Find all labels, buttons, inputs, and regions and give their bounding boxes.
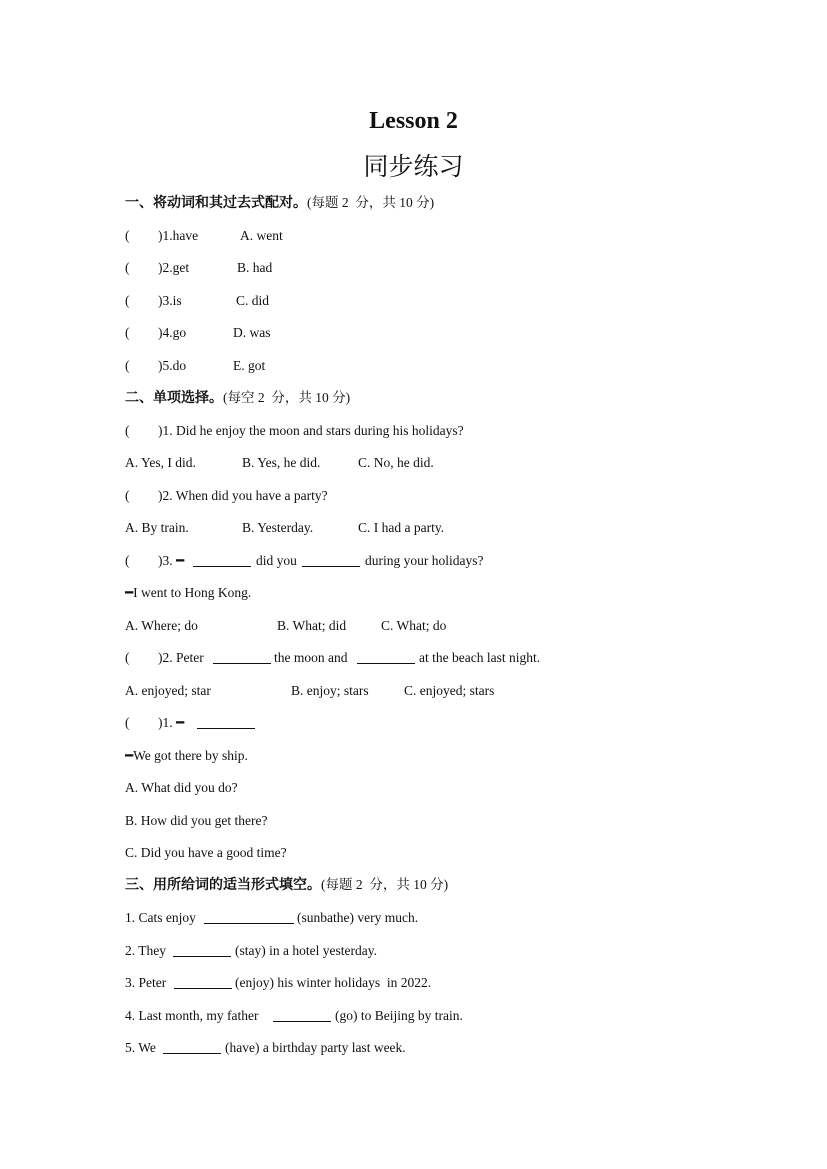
answer-blank <box>173 942 231 957</box>
answer-blank <box>273 1007 331 1022</box>
section1-heading: 一、将动词和其过去式配对。(每题 2 分，共 10 分) <box>125 195 435 211</box>
question-5-option-b: B. How did you get there? <box>125 813 268 828</box>
answer-blank <box>204 909 294 924</box>
question-3-answer: ━I went to Hong Kong. <box>125 585 252 600</box>
question-5-answer: ━We got there by ship. <box>125 748 248 763</box>
worksheet-page: Lesson 2 同步练习 一、将动词和其过去式配对。(每题 2 分，共 10 分) ( )1.have A. went ( )2.get B. had ( )3.is C. did ( )4.go D. was ( )5.do E. got 二、单项选择。(每空 2 分，共 10 分) ( )1. Did he enjoy the moon and stars during his holidays? A. Yes, I did. B. Yes, he did. C. No, he did. ( )2. When did you have a party? A. By train. B. Yesterday. C. I had a party. ( )3. ━ did you during your holidays? ━I went to Hong Kong. A. Where; do B. What; did C. What; do ( )2. Peter the moon and at the beach last night. A. enjoyed; star B. enjoy; stars C. enjoyed; stars ( )1. ━ ━We got there by ship. A. What did you do? B. How did you get there? C. Did you have a good time? 三、用所给词的适当形式填空。(每题 2 分，共 10 分) 1. Cats enjoy (sunbathe) very much. 2. They (stay) in a hotel yesterday. 3. Peter (enjoy) his winter holidays in 2022. 4. Last month, my father (go) to Beijing by train. 5. We (have) a birthday party last week. <box>0 0 827 1169</box>
answer-blank <box>174 974 232 989</box>
answer-blank <box>213 649 271 664</box>
page-subtitle: 同步练习 <box>363 152 464 181</box>
answer-blank <box>163 1039 221 1054</box>
question-5-option-c: C. Did you have a good time? <box>125 845 287 860</box>
section2-heading: 二、单项选择。(每空 2 分，共 10 分) <box>125 390 351 406</box>
answer-blank <box>302 552 360 567</box>
answer-blank <box>197 714 255 729</box>
page-title: Lesson 2 <box>369 108 458 134</box>
answer-blank <box>357 649 415 664</box>
question-5-option-a: A. What did you do? <box>125 780 238 795</box>
answer-blank <box>193 552 251 567</box>
section3-heading: 三、用所给词的适当形式填空。(每题 2 分，共 10 分) <box>125 877 449 893</box>
